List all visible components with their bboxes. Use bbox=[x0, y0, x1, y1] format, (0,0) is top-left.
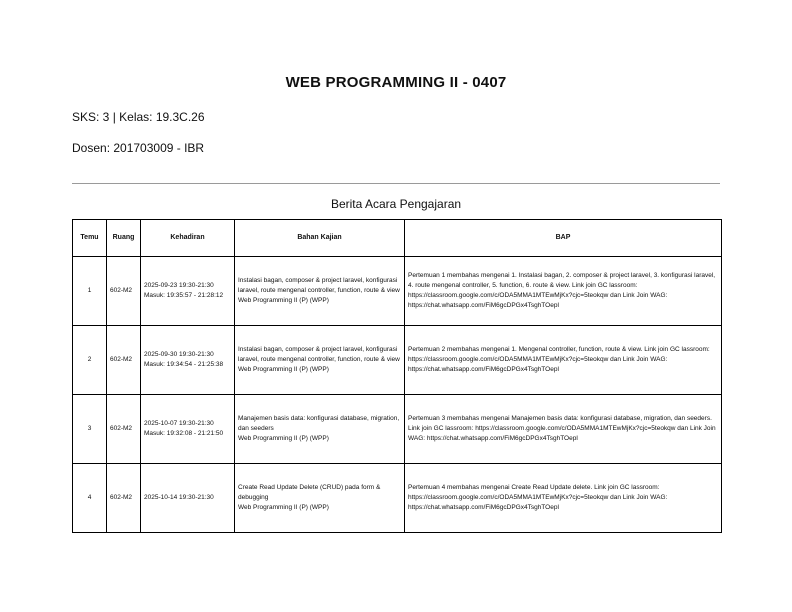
cell-ruang: 602-M2 bbox=[107, 464, 141, 533]
cell-bap: Pertemuan 3 membahas mengenai Manajemen basis data: konfigurasi database, migration, dan seeders. Link join GC lassroom: https://classroom.google.com/c/ODA5MMA1MTEwMjKx?cjc=5teokqw dan Link Join WAG: https://chat.whatsapp.com/FiM6gcDPGx4TsghTOepl bbox=[405, 395, 722, 464]
topic-text: Instalasi bagan, composer & project laravel, konfigurasi laravel, route mengenal controller, function, route & view bbox=[238, 345, 400, 363]
schedule-time: 2025-10-14 19:30-21:30 bbox=[144, 493, 214, 501]
table-row bbox=[73, 395, 722, 464]
lecturer-info: Dosen: 201703009 - IBR bbox=[72, 141, 205, 155]
cell-kehadiran bbox=[141, 257, 235, 326]
cell-ruang: 602-M2 bbox=[107, 395, 141, 464]
cell-temu: 2 bbox=[73, 326, 107, 395]
attendance-time: Masuk: 19:35:57 - 21:28:12 bbox=[144, 292, 224, 299]
cell-temu: 3 bbox=[73, 395, 107, 464]
topic-text: Instalasi bagan, composer & project laravel, konfigurasi laravel, route mengenal controller, function, route & view bbox=[238, 276, 400, 294]
topic-text: Create Read Update Delete (CRUD) pada form & debugging bbox=[238, 483, 381, 501]
cell-bap: Pertemuan 1 membahas mengenai 1. Instalasi bagan, 2. composer & project laravel, 3. konfigurasi laravel, 4. route mengenal controller, 5. function, 6. route & view. Link join GC lassroom: https://classroom.google.com/c/ODA5MMA1MTEwMjKx?cjc=5teokqw dan Link Join WAG: https://chat.whatsapp.com/FiM6gcDPGx4TsghTOepl bbox=[405, 257, 722, 326]
header-bap: BAP bbox=[405, 220, 722, 257]
cell-ruang: 602-M2 bbox=[107, 257, 141, 326]
cell-bahan-kajian bbox=[235, 395, 405, 464]
table-row bbox=[73, 326, 722, 395]
section-title: Berita Acara Pengajaran bbox=[330, 197, 462, 211]
course-name: Web Programming II (P) (WPP) bbox=[238, 366, 329, 374]
header-ruang: Ruang bbox=[107, 220, 141, 257]
course-name: Web Programming II (P) (WPP) bbox=[238, 504, 329, 512]
header-bahan-kajian: Bahan Kajian bbox=[235, 220, 405, 257]
table-header-row bbox=[73, 220, 722, 257]
cell-temu: 1 bbox=[73, 257, 107, 326]
cell-bahan-kajian bbox=[235, 326, 405, 395]
cell-bahan-kajian bbox=[235, 464, 405, 533]
cell-kehadiran bbox=[141, 464, 235, 533]
header-kehadiran: Kehadiran bbox=[141, 220, 235, 257]
cell-kehadiran bbox=[141, 326, 235, 395]
table-row bbox=[73, 257, 722, 326]
topic-text: Manajemen basis data: konfigurasi database, migration, dan seeders bbox=[238, 414, 400, 432]
course-name: Web Programming II (P) (WPP) bbox=[238, 297, 329, 305]
horizontal-divider bbox=[72, 183, 720, 184]
teaching-record-table bbox=[72, 219, 722, 533]
sks-class-info: SKS: 3 | Kelas: 19.3C.26 bbox=[72, 110, 205, 124]
cell-bap: Pertemuan 4 membahas mengenai Create Read Update delete. Link join GC lassroom: https://classroom.google.com/c/ODA5MMA1MTEwMjKx?cjc=5teokqw dan Link Join WAG: https://chat.whatsapp.com/FiM6gcDPGx4TsghTOepl bbox=[405, 464, 722, 533]
table-row bbox=[73, 464, 722, 533]
schedule-time: 2025-09-23 19:30-21:30 bbox=[144, 281, 214, 289]
cell-kehadiran bbox=[141, 395, 235, 464]
cell-temu: 4 bbox=[73, 464, 107, 533]
document-title: WEB PROGRAMMING II - 0407 bbox=[285, 74, 507, 91]
cell-bahan-kajian bbox=[235, 257, 405, 326]
cell-ruang: 602-M2 bbox=[107, 326, 141, 395]
schedule-time: 2025-09-30 19:30-21:30 bbox=[144, 350, 214, 358]
attendance-time: Masuk: 19:34:54 - 21:25:38 bbox=[144, 361, 224, 368]
schedule-time: 2025-10-07 19:30-21:30 bbox=[144, 419, 214, 427]
header-temu: Temu bbox=[73, 220, 107, 257]
cell-bap: Pertemuan 2 membahas mengenai 1. Mengenal controller, function, route & view. Link join GC lassroom: https://classroom.google.com/c/ODA5MMA1MTEwMjKx?cjc=5teokqw dan Link Join WAG: https://chat.whatsapp.com/FiM6gcDPGx4TsghTOepl bbox=[405, 326, 722, 395]
attendance-time: Masuk: 19:32:08 - 21:21:50 bbox=[144, 430, 224, 437]
course-name: Web Programming II (P) (WPP) bbox=[238, 435, 329, 443]
